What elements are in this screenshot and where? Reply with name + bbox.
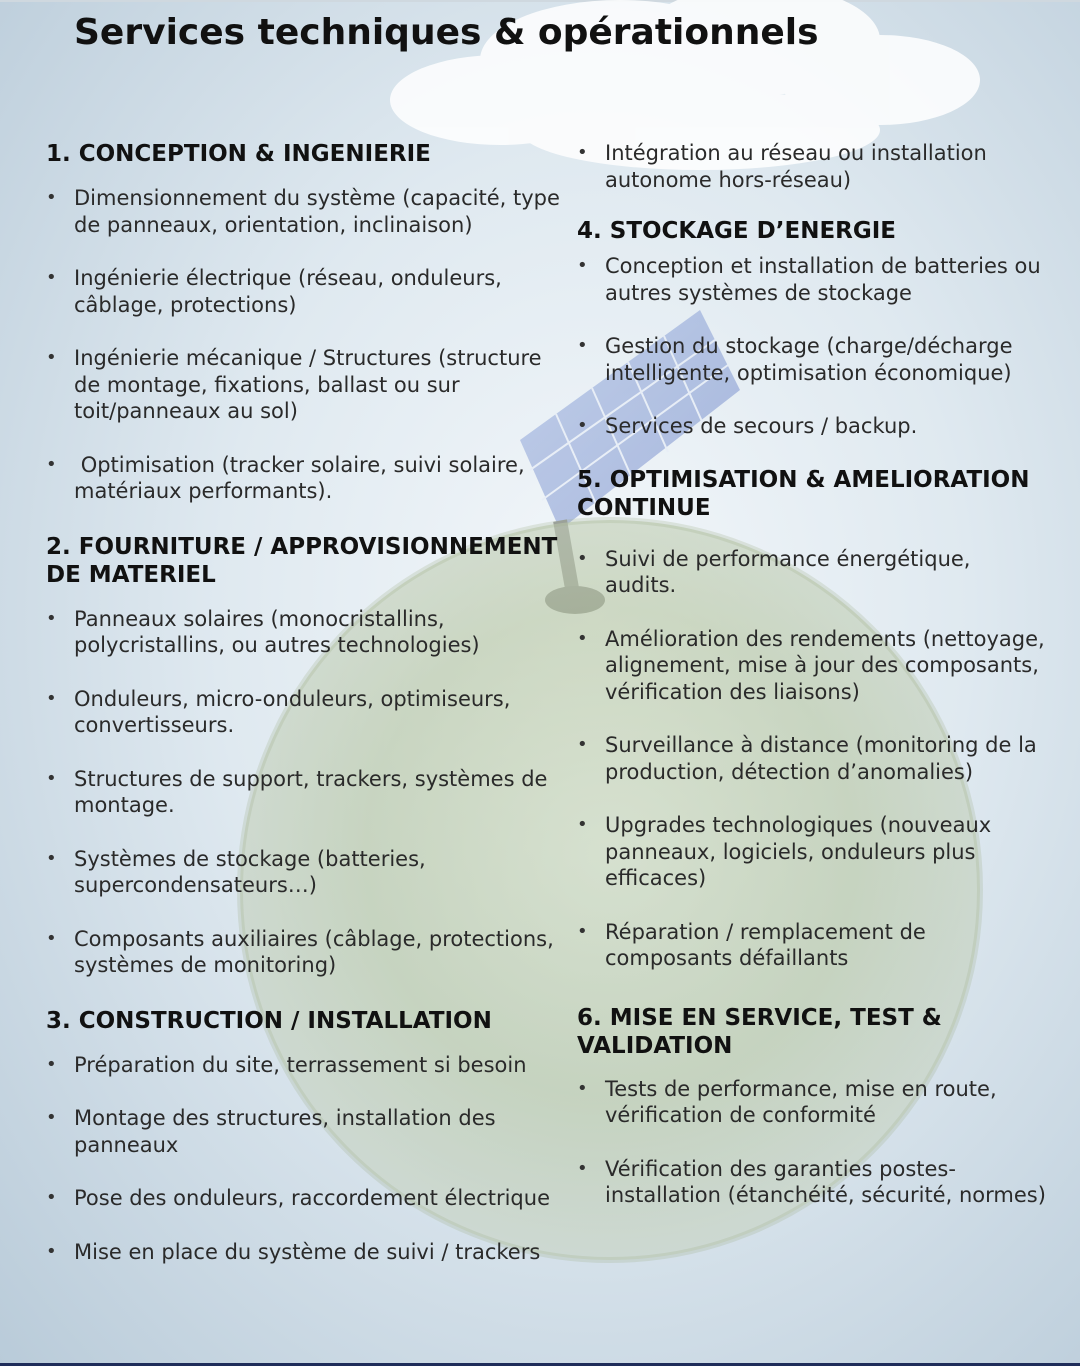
section-optimisation	[577, 466, 1047, 972]
list-item: • Réparation / remplacement de composants défaillants	[577, 919, 926, 970]
section-heading: 2. FOURNITURE / APPROVISIONNEMENT DE MATERIEL	[46, 533, 558, 588]
list-item: • Surveillance à distance (monitoring de la production, détection d’anomalies)	[577, 733, 1037, 784]
list-item: • Mise en place du système de suivi / trackers	[46, 1239, 541, 1264]
bullet-icon: •	[46, 187, 57, 208]
bullet-icon: •	[577, 814, 588, 835]
right-column	[577, 140, 1047, 1209]
bullet-icon: •	[46, 847, 57, 869]
list-item: • Panneaux solaires (monocristallins, polycristallins, ou autres technologies)	[46, 606, 480, 657]
list-item: • Gestion du stockage (charge/décharge intelligente, optimisation économique)	[577, 334, 1013, 385]
bullet-icon: •	[46, 1053, 57, 1075]
bullet-icon: •	[577, 255, 588, 276]
list-item: • Préparation du site, terrassement si besoin	[46, 1052, 527, 1077]
section-heading: 5. OPTIMISATION & AMELIORATION CONTINUE	[577, 466, 1030, 521]
list-item: • Ingénierie mécanique / Structures (structure de montage, fixations, ballast ou sur toit/panneaux au sol)	[46, 346, 542, 423]
list-item: • Amélioration des rendements (nettoyage, alignement, mise à jour des composants, vérification des liaisons)	[577, 626, 1045, 704]
list-item: • Intégration au réseau ou installation autonome hors-réseau)	[577, 141, 987, 192]
bullet-icon: •	[46, 1107, 57, 1128]
section-heading: 3. CONSTRUCTION / INSTALLATION	[46, 1007, 492, 1034]
section-stockage	[577, 217, 1047, 440]
bullet-icon: •	[577, 1077, 588, 1099]
list-item: • Montage des structures, installation des panneaux	[46, 1106, 496, 1157]
list-item: • Vérification des garanties postes-installation (étanchéité, sécurité, normes)	[577, 1156, 1046, 1207]
list-item: • Suivi de performance énergétique, audits.	[577, 546, 971, 597]
section-heading: 4. STOCKAGE D’ENERGIE	[577, 218, 897, 244]
bullet-icon: •	[577, 627, 588, 649]
list-item: • Structures de support, trackers, systèmes de montage.	[46, 766, 548, 817]
page-title: Services techniques & opérationnels	[74, 12, 819, 53]
list-item: • Systèmes de stockage (batteries, supercondensateurs…)	[46, 846, 426, 897]
list-item: • Ingénierie électrique (réseau, onduleurs, câblage, protections)	[46, 266, 502, 317]
list-item: • Upgrades technologiques (nouveaux panneaux, logiciels, onduleurs plus efficaces)	[577, 813, 992, 890]
bullet-icon: •	[46, 767, 57, 789]
bullet-icon: •	[577, 1157, 588, 1179]
bullet-icon: •	[46, 347, 57, 368]
section-conception	[46, 140, 566, 505]
list-item: • Pose des onduleurs, raccordement électrique	[46, 1186, 550, 1210]
section-fourniture	[46, 533, 566, 979]
bullet-icon: •	[46, 1187, 57, 1208]
list-item: • Services de secours / backup.	[577, 414, 918, 438]
section-heading: 6. MISE EN SERVICE, TEST & VALIDATION	[577, 1004, 942, 1059]
bullet-icon: •	[577, 335, 588, 356]
bullet-icon: •	[46, 1240, 57, 1262]
bullet-icon: •	[577, 734, 588, 755]
section-mise-en-service	[577, 1004, 1047, 1209]
list-item: • Optimisation (tracker solaire, suivi solaire, matériaux performants).	[46, 452, 532, 503]
section-heading: 1. CONCEPTION & INGENIERIE	[46, 141, 431, 167]
section-construction	[46, 1007, 566, 1266]
bullet-icon: •	[46, 927, 57, 949]
bullet-icon: •	[577, 415, 588, 436]
list-item: • Onduleurs, micro-onduleurs, optimiseurs, convertisseurs.	[46, 686, 511, 737]
list-item: • Dimensionnement du système (capacité, type de panneaux, orientation, inclinaison)	[46, 186, 560, 237]
list-item: • Tests de performance, mise en route, vérification de conformité	[577, 1076, 997, 1127]
bullet-icon: •	[577, 142, 588, 163]
bullet-icon: •	[46, 267, 57, 288]
bullet-icon: •	[46, 453, 57, 475]
left-column	[46, 140, 566, 1265]
bullet-icon: •	[577, 547, 588, 569]
bullet-icon: •	[577, 920, 588, 942]
section-integration-continued	[577, 140, 1047, 193]
bullet-icon: •	[46, 687, 57, 709]
bullet-icon: •	[46, 607, 57, 629]
list-item: • Conception et installation de batteries ou autres systèmes de stockage	[577, 254, 1041, 305]
list-item: • Composants auxiliaires (câblage, protections, systèmes de monitoring)	[46, 926, 554, 977]
